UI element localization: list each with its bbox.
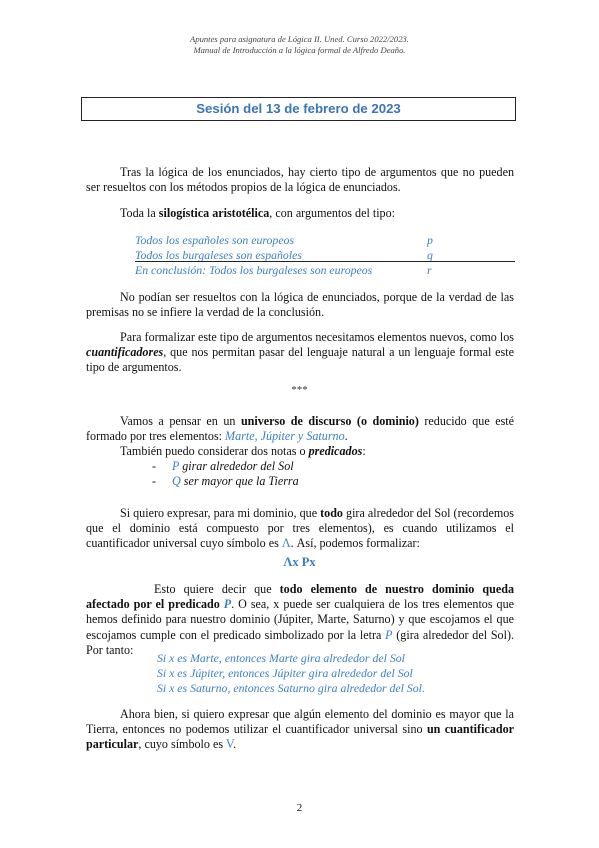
- cases-list: [157, 651, 425, 697]
- predicate-letter: Q: [172, 474, 181, 489]
- syllogism-premise: Todos los españoles son europeos: [135, 233, 295, 247]
- header-line-1: Apuntes para asignatura de Lógica II. Uned. Curso 2022/2023.: [190, 34, 409, 44]
- term-predicados: predicados: [308, 444, 363, 458]
- list-dash: -: [152, 474, 157, 489]
- paragraph-explicacion: Esto quiere decir que todo elemento de nuestro dominio queda afectado por el predicado P. O sea, x puede ser cualquiera de los tres elementos que hemos definido para nuestro dominio (Júpiter, Marte, Saturno) y que escojamos el que escojamos cumple con el predicado simbolizado por la letra P (gira alrededor del Sol). Por tanto:: [86, 582, 514, 657]
- case-line: Si x es Marte, entonces Marte gira alrededor del Sol: [157, 651, 405, 665]
- particular-quantifier-symbol: V: [225, 737, 234, 752]
- predicate-letter: P: [223, 597, 232, 612]
- session-title: Sesión del 13 de febrero de 2023: [196, 101, 401, 116]
- paragraph-cuantificador-particular: Ahora bien, si quiero expresar que algún elemento del dominio es mayor que la Tierra, entonces no podemos utilizar el cuantificador universal sino un cuantificador particular, cuyo símbolo es V.: [86, 707, 514, 752]
- syllogism-row: [135, 263, 515, 278]
- syllogism-row: [135, 233, 515, 248]
- predicate-text: ser mayor que la Tierra: [180, 474, 299, 489]
- term-cuantificadores: cuantificadores: [86, 345, 164, 360]
- case-line: Si x es Júpiter, entonces Júpiter gira alrededor del Sol: [157, 666, 413, 681]
- paragraph-intro: Tras la lógica de los enunciados, hay cierto tipo de argumentos que no pueden ser resueltos con los métodos propios de la lógica de enunciados.: [86, 165, 514, 195]
- syllogism-variable: p: [427, 233, 433, 247]
- header-line-2: Manual de Introducción a la lógica formal de Alfredo Deaño.: [193, 45, 406, 55]
- session-title-box: [81, 97, 516, 121]
- term-universo: universo de discurso (o dominio): [240, 414, 419, 428]
- term-todo: todo: [320, 506, 343, 520]
- case-line: Si x es Saturno, entonces Saturno gira alrededor del Sol.: [157, 681, 425, 696]
- syllogism-conclusion: En conclusión: Todos los burgaleses son europeos: [135, 262, 373, 277]
- domain-elements: Marte, Júpiter y Saturno: [225, 429, 345, 444]
- predicate-letter: P: [385, 627, 393, 642]
- paragraph-cuantificador-universal: Si quiero expresar, para mi dominio, que todo gira alrededor del Sol (recordemos que el dominio está compuesto por tres elementos), es cuando utilizamos el cuantificador universal cuyo símbolo es Λ. Así, podemos formalizar:: [86, 506, 514, 551]
- syllogism-block: [135, 233, 515, 277]
- syllogism-premise: Todos los burgaleses son españoles: [135, 247, 302, 262]
- paragraph-cuantificadores: Para formalizar este tipo de argumentos necesitamos elementos nuevos, como los cuantificadores, que nos permitan pasar del lenguaje natural a un lenguaje formal este tipo de argumentos.: [86, 330, 514, 375]
- list-dash: -: [152, 459, 157, 473]
- section-separator: ***: [291, 384, 308, 396]
- paragraph-silogistica: Toda la silogística aristotélica, con argumentos del tipo:: [120, 206, 396, 220]
- predicate-letter: P: [172, 459, 180, 473]
- syllogism-variable: q: [427, 247, 433, 262]
- list-item: [152, 459, 299, 474]
- paragraph-predicados: También puedo considerar dos notas o predicados:: [120, 444, 366, 458]
- list-item: [152, 474, 299, 489]
- paragraph-no-resolution: No podían ser resueltos con la lógica de enunciados, porque de la verdad de las premisas no se infiere la verdad de la conclusión.: [86, 290, 514, 320]
- running-header: [0, 34, 599, 56]
- paragraph-universo: Vamos a pensar en un universo de discurso (o dominio) reducido que esté formado por tres elementos: Marte, Júpiter y Saturno.: [86, 414, 515, 444]
- term-cuantificador-particular: un cuantificador particular: [86, 722, 514, 752]
- page-number: 2: [296, 802, 303, 814]
- universal-formula: Λx Px: [283, 555, 316, 569]
- term-todo-elemento: todo elemento de nuestro dominio queda afectado por el predicado: [86, 582, 514, 612]
- predicate-text: girar alrededor del Sol: [179, 459, 294, 473]
- syllogism-variable: r: [427, 262, 432, 277]
- predicate-list: [152, 459, 299, 489]
- term-silogistica: silogística aristotélica: [158, 206, 270, 220]
- universal-quantifier-symbol: Λ: [281, 536, 291, 551]
